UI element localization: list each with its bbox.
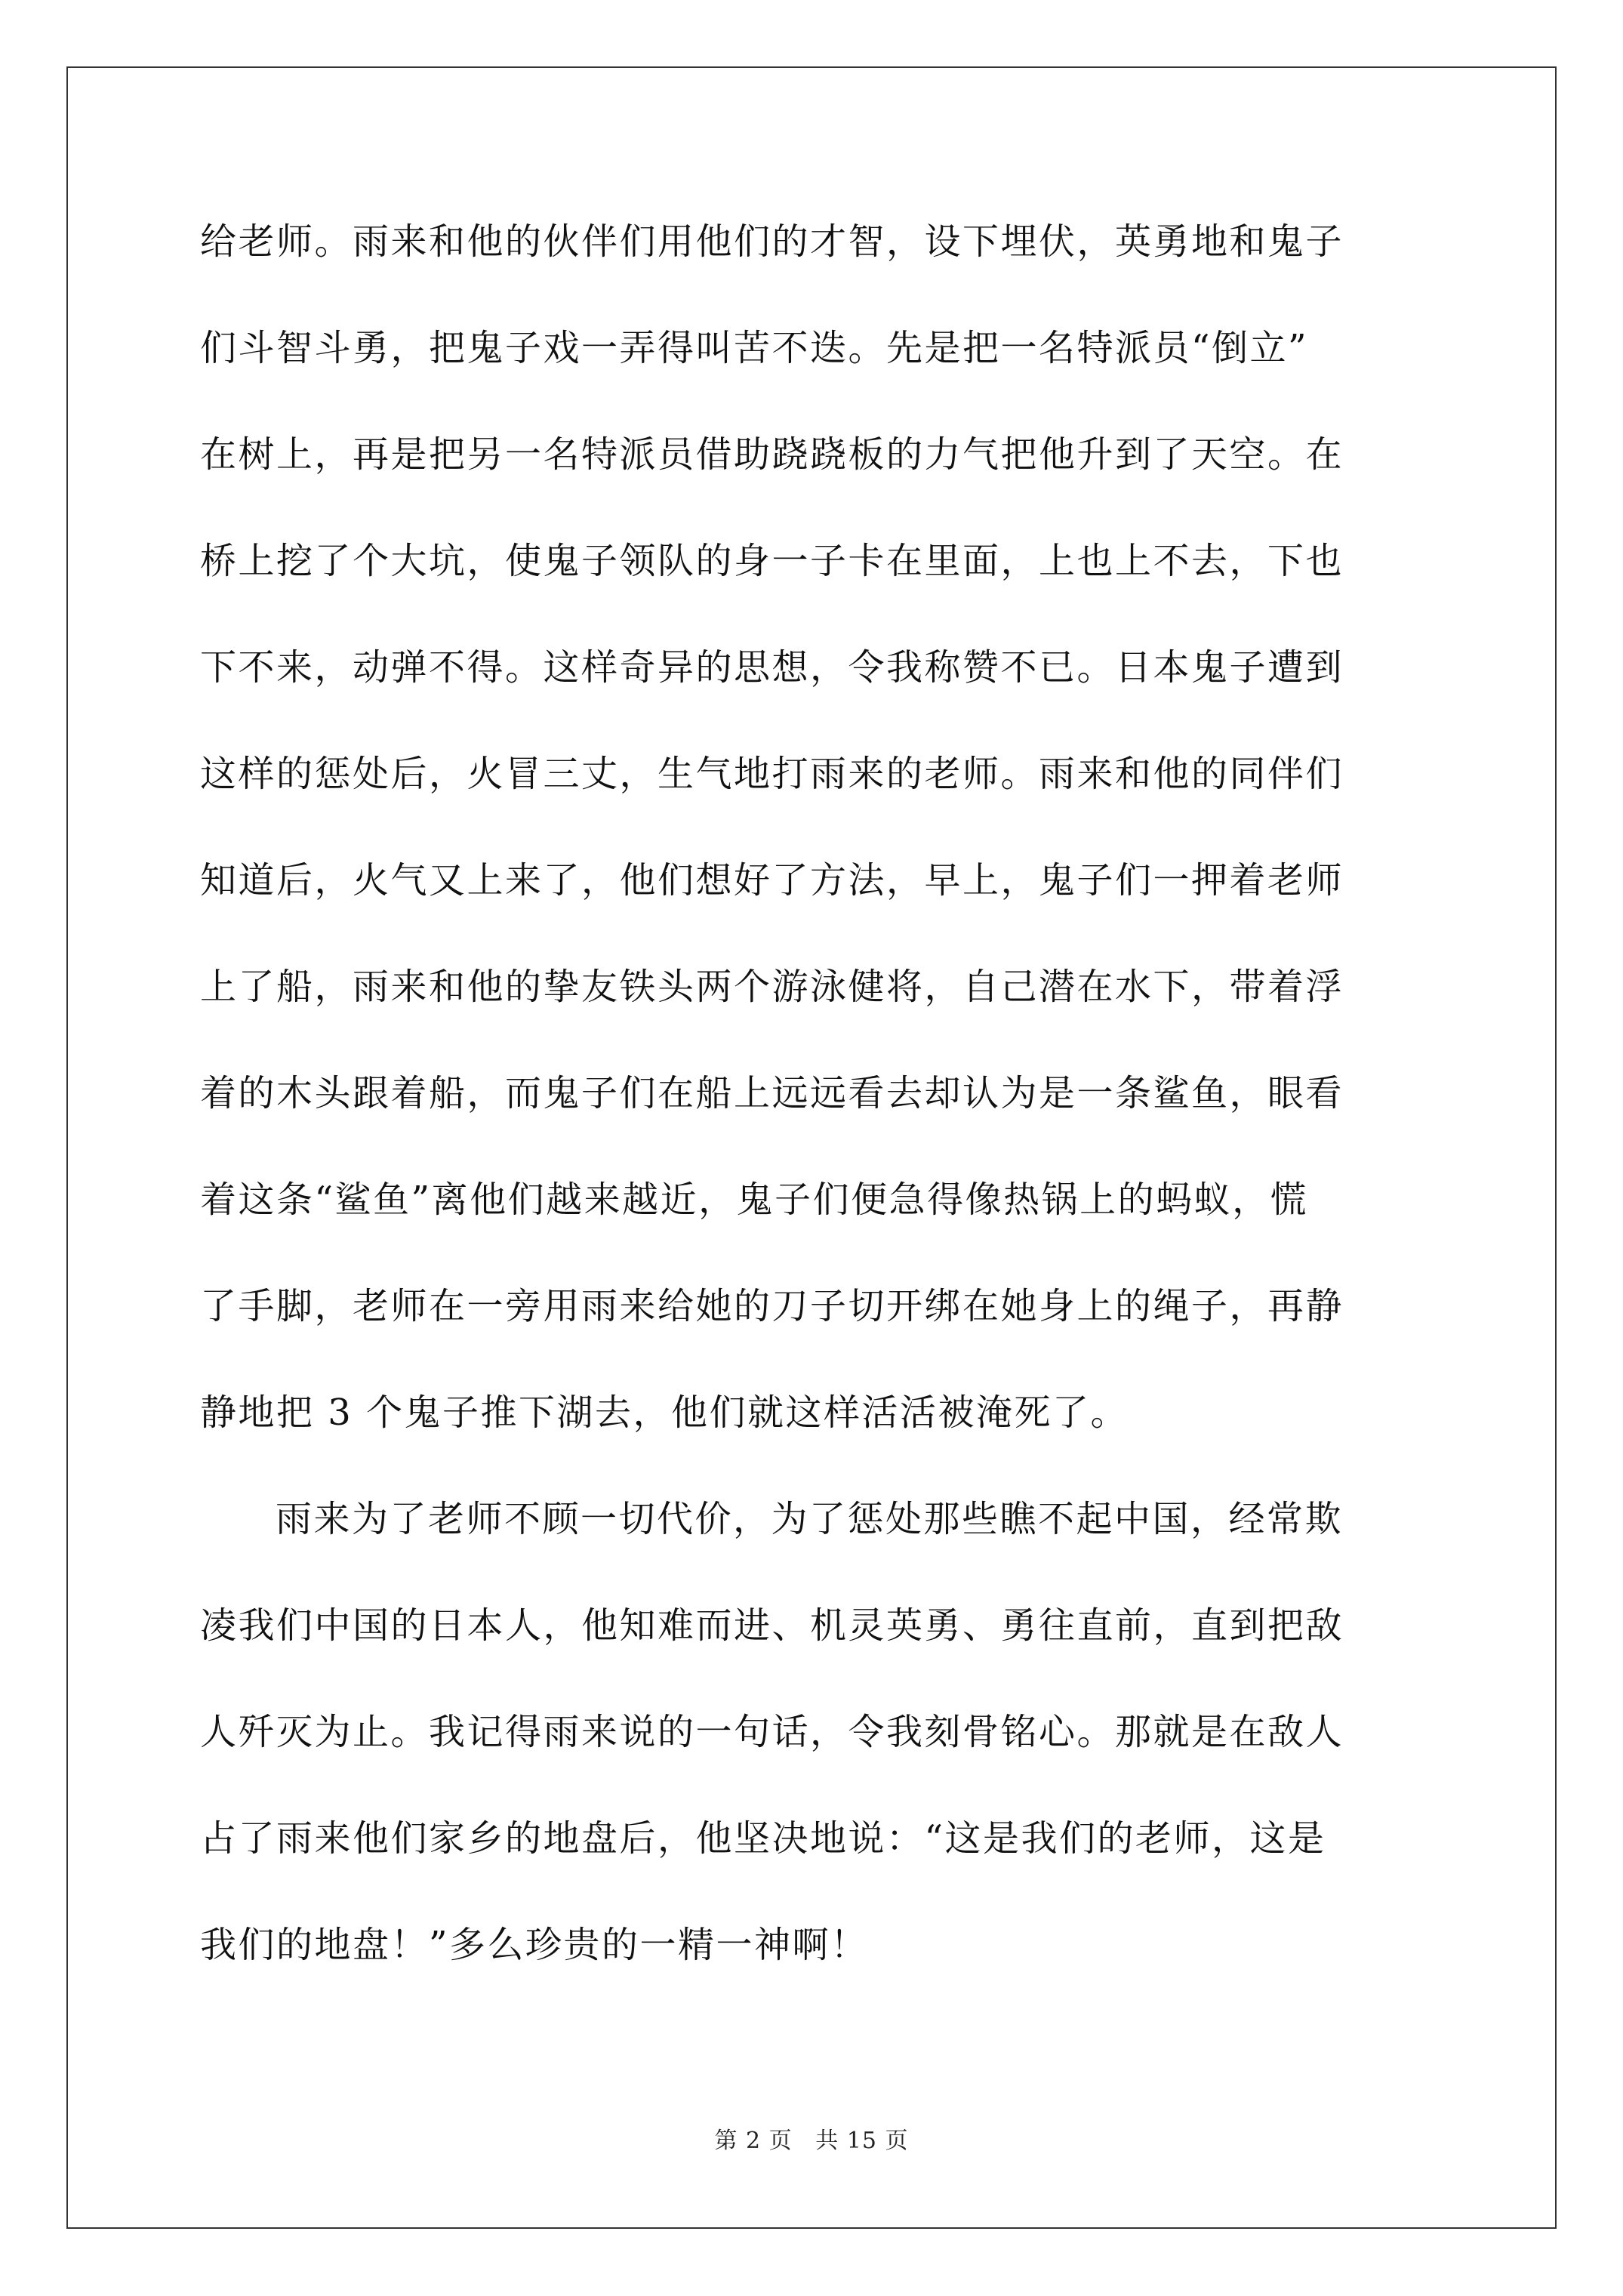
text-line: 桥上挖了个大坑，使鬼子领队的身一子卡在里面，上也上不去，下也 (200, 540, 1344, 582)
text-line: 静地把 3 个鬼子推下湖去，他们就这样活活被淹死了。 (200, 1391, 1129, 1434)
text-line: 着这条“鲨鱼”离他们越来越近，鬼子们便急得像热锅上的蚂蚁，慌 (200, 1179, 1309, 1221)
body-text (200, 204, 1431, 2014)
text-line: 给老师。雨来和他的伙伴们用他们的才智，设下埋伏，英勇地和鬼子 (200, 220, 1344, 263)
text-line: 我们的地盘！”多么珍贵的一精一神啊！ (200, 1924, 869, 1966)
text-line: 雨来为了老师不顾一切代价，为了惩处那些瞧不起中国，经常欺 (276, 1498, 1344, 1540)
text-line: 在树上，再是把另一名特派员借助跷跷板的力气把他升到了天空。在 (200, 433, 1344, 476)
page-number: 第 2 页 (714, 2128, 793, 2154)
text-line: 凌我们中国的日本人，他知难而进、机灵英勇、勇往直前，直到把敌 (200, 1604, 1344, 1647)
text-line: 们斗智斗勇，把鬼子戏一弄得叫苦不迭。先是把一名特派员“倒立” (200, 327, 1309, 369)
text-line: 着的木头跟着船，而鬼子们在船上远远看去却认为是一条鲨鱼，眼看 (200, 1072, 1344, 1114)
text-line: 上了船，雨来和他的挚友铁头两个游泳健将，自己潜在水下，带着浮 (200, 966, 1344, 1008)
text-line: 占了雨来他们家乡的地盘后，他坚决地说：“这是我们的老师，这是 (200, 1817, 1326, 1860)
page-total: 共 15 页 (815, 2128, 909, 2154)
text-line: 人歼灭为止。我记得雨来说的一句话，令我刻骨铭心。那就是在敌人 (200, 1711, 1344, 1753)
text-line: 了手脚，老师在一旁用雨来给她的刀子切开绑在她身上的绳子，再静 (200, 1285, 1344, 1327)
text-line: 下不来，动弹不得。这样奇异的思想，令我称赞不已。日本鬼子遭到 (200, 646, 1344, 689)
text-line: 这样的惩处后，火冒三丈，生气地打雨来的老师。雨来和他的同伴们 (200, 753, 1344, 795)
text-line: 知道后，火气又上来了，他们想好了方法，早上，鬼子们一押着老师 (200, 859, 1344, 901)
page-footer (0, 2122, 1623, 2155)
